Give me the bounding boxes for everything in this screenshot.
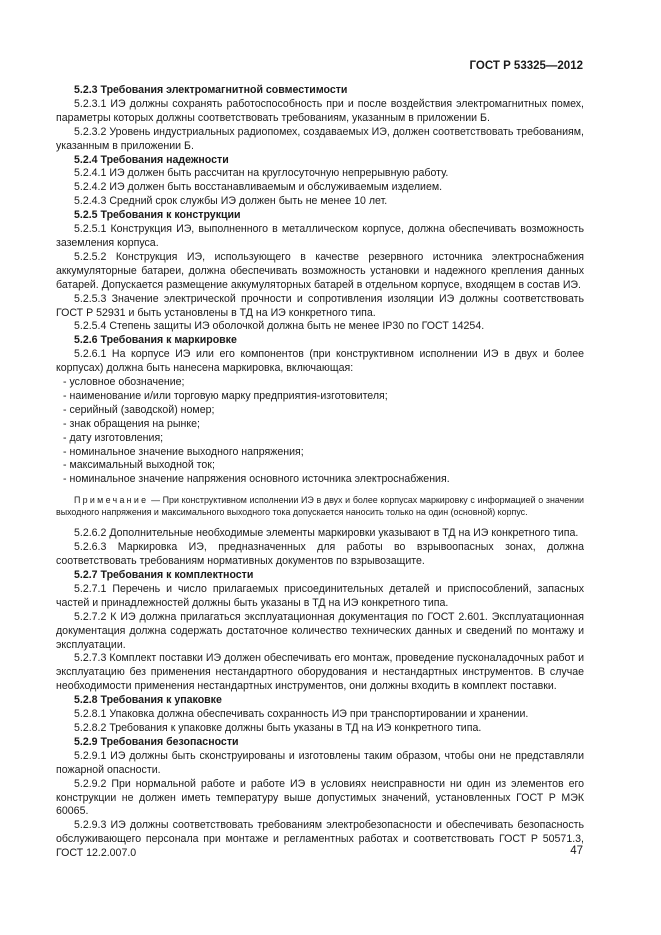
list-item: - условное обозначение; (63, 376, 185, 389)
clause-paragraph: 5.2.7.1 Перечень и число прилагаемых присоединительных деталей и приспособлений, запасных частей и принадлежностей должны быть указаны в ТД на ИЭ конкретного типа. (56, 582, 584, 609)
clause-paragraph: 5.2.5.3 Значение электрической прочности и сопротивления изоляции ИЭ должны соответствовать ГОСТ Р 52931 и быть установлены в ТД на ИЭ конкретного типа. (56, 292, 584, 319)
clause-paragraph: 5.2.5.4 Степень защиты ИЭ оболочкой должна быть не менее IP30 по ГОСТ 14254. (74, 320, 485, 333)
section-heading: 5.2.4 Требования надежности (74, 153, 229, 166)
list-item: - знак обращения на рынке; (63, 417, 200, 430)
section-heading: 5.2.7 Требования к комплектности (74, 569, 254, 581)
clause-paragraph: 5.2.4.3 Средний срок службы ИЭ должен быть не менее 10 лет. (74, 195, 388, 208)
clause-paragraph: 5.2.5.2 Конструкция ИЭ, использующего в качестве резервного источника электроснабжения аккумуляторные батареи, должна обеспечивать возможность установки и надежного крепления данных батарей. Допускается размещение аккумуляторных батарей в отдельном корпусе, входящем в состав ИЭ. (56, 250, 584, 291)
clause-paragraph: 5.2.6.3 Маркировка ИЭ, предназначенных для работы во взрывоопасных зонах, должна соответствовать требованиям нормативных документов по взрывозащите. (56, 541, 584, 568)
clause-paragraph: 5.2.8.1 Упаковка должна обеспечивать сохранность ИЭ при транспортировании и хранении. (74, 708, 529, 721)
section-heading: 5.2.8 Требования к упаковке (74, 694, 222, 707)
section-heading: 5.2.6 Требования к маркировке (74, 334, 237, 347)
clause-paragraph: 5.2.5.1 Конструкция ИЭ, выполненного в металлическом корпусе, должна обеспечивать возможность заземления корпуса. (56, 223, 584, 249)
clause-paragraph: 5.2.4.2 ИЭ должен быть восстанавливаемым и обслуживаемым изделием. (74, 181, 443, 194)
clause-paragraph: 5.2.9.3 ИЭ должны соответствовать требованиям электробезопасности и обеспечивать безопасность обслуживающего персонала при монтаже и регламентных работах и соответствовать ГОСТ Р 50571.3, ГОСТ 12.2.007.0 (56, 819, 584, 860)
section-heading: 5.2.3 Требования электромагнитной совместимости (74, 84, 348, 96)
section-heading: 5.2.5 Требования к конструкции (74, 209, 241, 222)
list-item: - максимальный выходной ток; (63, 459, 215, 472)
clause-paragraph: 5.2.6.1 На корпусе ИЭ или его компонентов (при конструктивном исполнении ИЭ в двух и более корпусах) должна быть нанесена маркировка, включающая: (56, 348, 584, 375)
clause-paragraph: 5.2.4.1 ИЭ должен быть рассчитан на круглосуточную непрерывную работу. (74, 167, 449, 180)
clause-paragraph: 5.2.7.2 К ИЭ должна прилагаться эксплуатационная документация по ГОСТ 2.601. Эксплуатационная документация должна содержать достаточное количество технических данных и сведений по монтажу и эксплуатации. (56, 610, 584, 651)
list-item: - серийный (заводской) номер; (63, 403, 215, 416)
note-label: Примечание (74, 495, 149, 506)
page-number: 47 (570, 845, 583, 857)
clause-paragraph: 5.2.9.1 ИЭ должны быть сконструированы и изготовлены таким образом, чтобы они не представляли пожарной опасности. (56, 749, 584, 776)
note-text: — При конструктивном исполнении ИЭ в двух и более корпусах маркировку с информацией о значении выходного напряжения и максимального выходного тока допускается наносить только на один (основной) корпус. (56, 495, 584, 517)
document-code: ГОСТ Р 53325—2012 (469, 60, 583, 72)
clause-paragraph: 5.2.9.2 При нормальной работе и работе ИЭ в условиях неисправности ни один из элементов его конструкции не должен иметь температуру выше допустимых значений, установленных ГОСТ Р МЭК 60065. (56, 777, 584, 818)
clause-paragraph: 5.2.6.2 Дополнительные необходимые элементы маркировки указывают в ТД на ИЭ конкретного типа. (74, 527, 579, 540)
clause-paragraph: 5.2.8.2 Требования к упаковке должны быть указаны в ТД на ИЭ конкретного типа. (74, 721, 482, 734)
list-item: - номинальное значение напряжения основного источника электроснабжения. (63, 473, 450, 486)
clause-paragraph: 5.2.3.1 ИЭ должны сохранять работоспособность при и после воздействия электромагнитных помех, параметры которых должны соответствовать требованиям, указанным в приложении Б. (56, 97, 584, 124)
list-item: - номинальное значение выходного напряжения; (63, 445, 304, 458)
note (56, 495, 584, 518)
clause-paragraph: 5.2.3.2 Уровень индустриальных радиопомех, создаваемых ИЭ, должен соответствовать требованиям, указанным в приложении Б. (56, 125, 584, 152)
document-body (56, 84, 584, 861)
list-item: - наименование и/или торговую марку предприятия-изготовителя; (63, 389, 388, 402)
clause-paragraph: 5.2.7.3 Комплект поставки ИЭ должен обеспечивать его монтаж, проведение пусконаладочных работ и эксплуатацию без применения нестандартного оборудования и нестандартных инструментов. В случае необходимости применения нестандартных инструментов, они должны входить в комплект поставки. (56, 652, 584, 693)
section-heading: 5.2.9 Требования безопасности (74, 735, 239, 748)
list-item: - дату изготовления; (63, 431, 164, 444)
